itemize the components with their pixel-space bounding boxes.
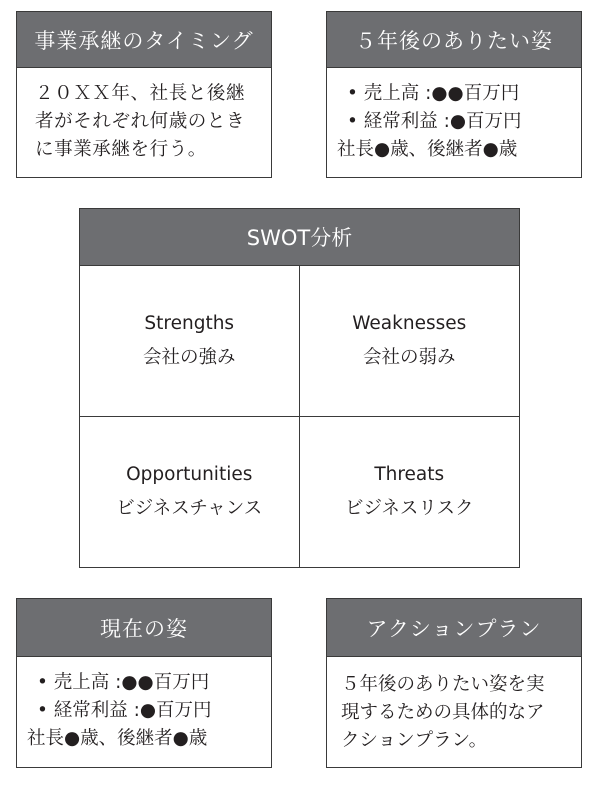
timing-line: ２０ＸＸ年、社長と後継: [35, 83, 246, 104]
current-line-profit: • 経常利益 :●百万円: [37, 700, 212, 721]
action-title: アクションプラン: [327, 599, 581, 657]
current-body: [17, 657, 271, 753]
swot-cell-opportunities: [80, 417, 300, 568]
swot-cell-ja: ビジネスリスク: [344, 497, 474, 519]
action-line: 現するための具体的なア: [341, 702, 545, 723]
swot-cell-strengths: [80, 266, 300, 417]
future-body: [327, 68, 581, 164]
swot-cell-en: Threats: [374, 463, 445, 485]
current-box: [16, 598, 272, 768]
current-line-age: 社長●歳、後継者●歳: [27, 728, 208, 749]
timing-title: 事業承継のタイミング: [17, 12, 271, 68]
current-title: 現在の姿: [17, 599, 271, 657]
timing-box: [16, 11, 272, 178]
timing-line: に事業承継を行う。: [35, 139, 207, 160]
swot-cell-weaknesses: [300, 266, 520, 417]
swot-cell-threats: [300, 417, 520, 568]
timing-line: 者がそれぞれ何歳のとき: [35, 111, 246, 132]
swot-cell-ja: 会社の強み: [142, 346, 236, 368]
swot-cell-en: Weaknesses: [352, 312, 467, 334]
swot-cell-en: Opportunities: [126, 463, 253, 485]
future-title: ５年後のありたい姿: [327, 12, 581, 68]
action-body: [327, 657, 581, 755]
swot-cell-en: Strengths: [144, 312, 235, 334]
future-box: [326, 11, 582, 178]
action-box: [326, 598, 582, 768]
current-line-sales: • 売上高 :●●百万円: [37, 672, 210, 693]
future-line-sales: • 売上高 :●●百万円: [347, 83, 520, 104]
swot-title: SWOT分析: [80, 209, 519, 266]
action-line: クションプラン。: [341, 730, 488, 751]
future-line-profit: • 経常利益 :●百万円: [347, 111, 522, 132]
action-line: ５年後のありたい姿を実: [341, 674, 545, 695]
swot-grid: [80, 266, 519, 567]
swot-table: [79, 208, 520, 568]
timing-body: [17, 68, 271, 164]
future-line-age: 社長●歳、後継者●歳: [337, 139, 518, 160]
swot-cell-ja: ビジネスチャンス: [116, 497, 263, 519]
swot-cell-ja: 会社の弱み: [362, 346, 456, 368]
